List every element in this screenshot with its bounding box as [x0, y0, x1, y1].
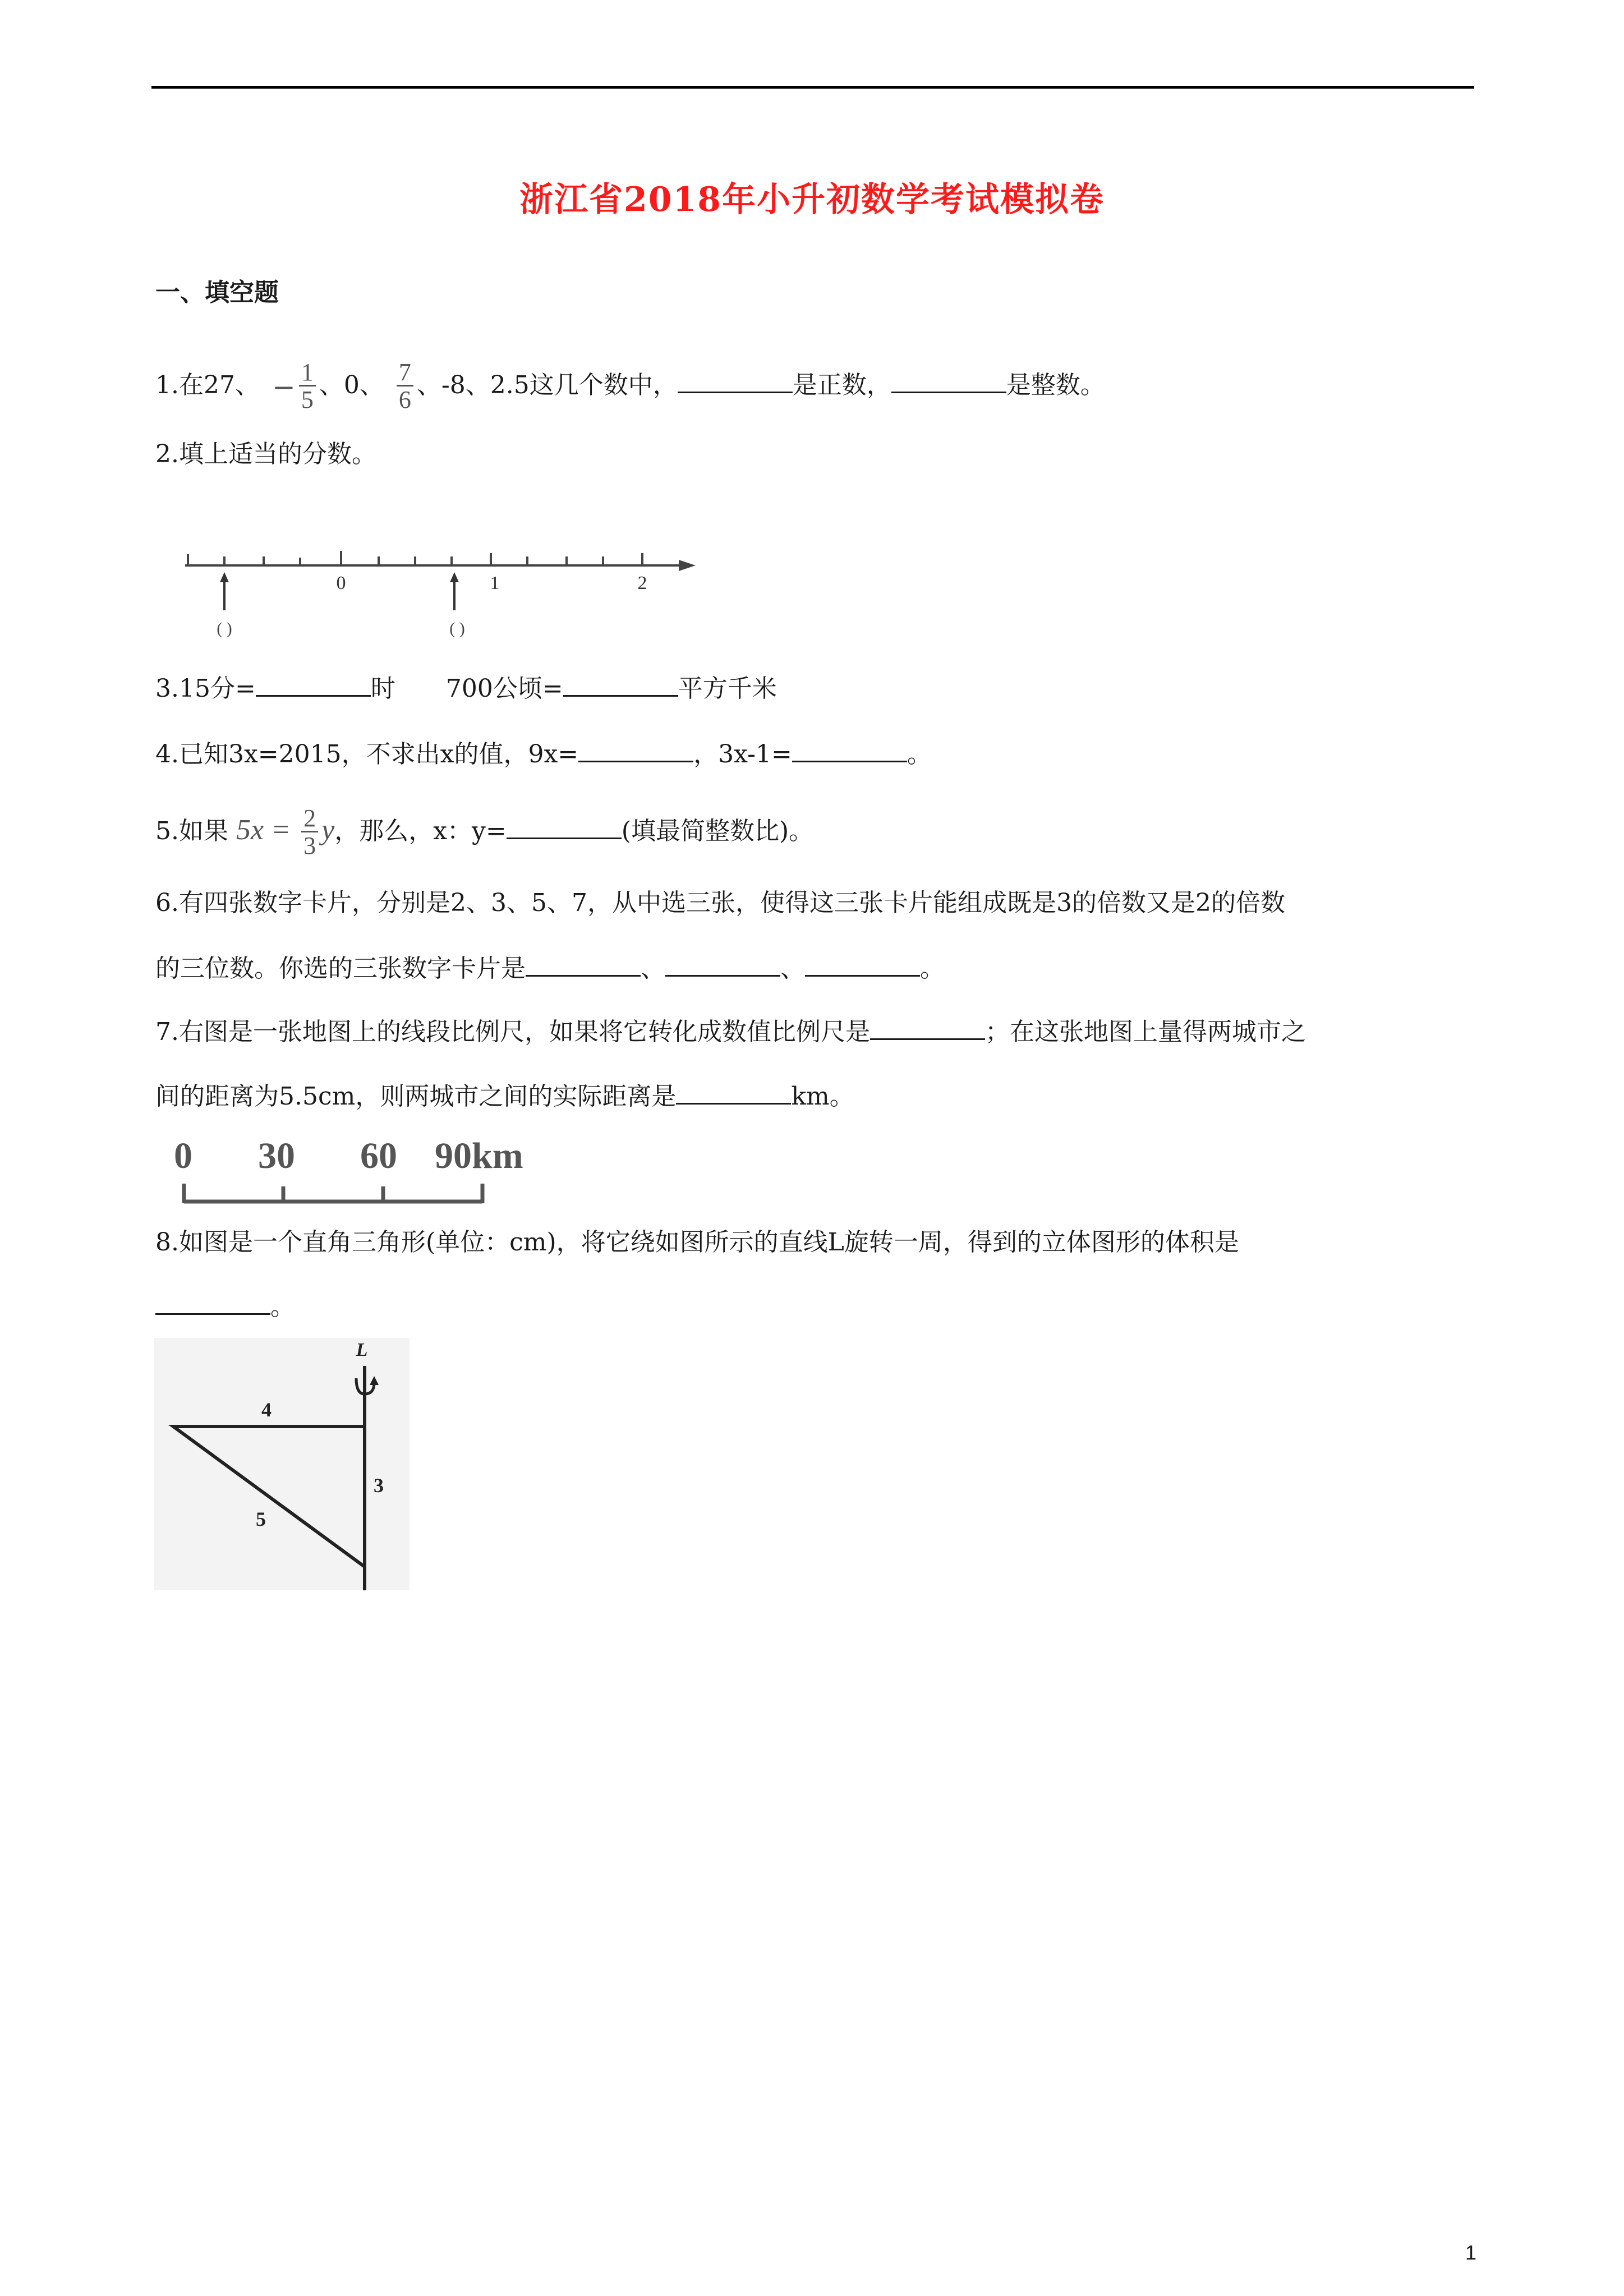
- question-6-line-1: 6.有四张数字卡片，分别是2、3、5、7，从中选三张，使得这三张卡片能组成既是3的倍数又是2的倍数: [155, 889, 1285, 917]
- q3-text-a: 3.15分=: [155, 674, 256, 703]
- q5-equation-left: 5x =: [236, 814, 298, 846]
- q4-text-c: 。: [907, 740, 932, 769]
- q5-equation-right: y: [321, 814, 335, 846]
- q3-text-b: 时: [370, 674, 395, 703]
- number-line-arrowhead: [679, 560, 696, 571]
- q7-text-b: ；在这张地图上量得两城市之: [984, 1018, 1306, 1046]
- number-line-figure: [174, 527, 701, 639]
- q6-text-end: 。: [920, 954, 945, 983]
- q6-separator-2: 、: [780, 954, 805, 983]
- q5-blank[interactable]: [507, 815, 622, 839]
- scale-label-0: 0: [174, 1135, 192, 1176]
- scale-label-60: 60: [360, 1135, 397, 1176]
- question-7-line-2: [155, 1080, 854, 1114]
- question-4: [155, 738, 932, 771]
- q7-blank-2[interactable]: [676, 1080, 791, 1105]
- q6-text-a: 的三位数。你选的三张数字卡片是: [155, 954, 526, 983]
- number-line-arrow-right: [450, 572, 459, 610]
- q1-fraction-2: [397, 360, 413, 413]
- number-line-label-0: 0: [336, 573, 346, 593]
- leg-label-3: 3: [374, 1474, 384, 1497]
- q7-text-c: 间的距离为5.5cm，则两城市之间的实际距离是: [155, 1082, 677, 1111]
- q1-frac1-numerator: 1: [299, 360, 316, 386]
- q4-text-a: 4.已知3x=2015，不求出x的值，9x=: [155, 740, 579, 769]
- number-line-label-2: 2: [637, 573, 647, 593]
- q4-blank-2[interactable]: [792, 738, 907, 762]
- page-number: 1: [1465, 2241, 1476, 2264]
- q6-blank-2[interactable]: [665, 953, 780, 977]
- number-line-label-1: 1: [490, 573, 500, 593]
- q5-frac-denominator: 3: [303, 832, 316, 859]
- question-8-line-1: 8.如图是一个直角三角形(单位：cm)，将它绕如图所示的直线L旋转一周，得到的立体图形的体积是: [155, 1228, 1239, 1257]
- q5-fraction: [301, 806, 318, 859]
- q3-text-d: 平方千米: [678, 674, 777, 703]
- question-8-line-2: [155, 1290, 295, 1324]
- q3-blank-2[interactable]: [563, 673, 678, 697]
- number-line-bracket-2[interactable]: ( ): [449, 619, 465, 638]
- q1-text-d: 是正数，: [792, 371, 891, 399]
- question-2: 2.填上适当的分数。: [155, 440, 376, 468]
- question-6-line-2: [155, 952, 945, 986]
- question-7-line-1: [155, 1015, 1306, 1049]
- scale-bar-line: [184, 1184, 482, 1203]
- page-title: 浙江省2018年小升初数学考试模拟卷: [519, 180, 1105, 219]
- q5-text-a: 5.如果: [155, 817, 236, 845]
- number-line-bracket-1[interactable]: ( ): [217, 619, 232, 638]
- q1-frac2-numerator: 7: [397, 360, 413, 386]
- axis-label-L: L: [356, 1340, 368, 1360]
- q1-fraction-1: [299, 360, 316, 413]
- question-1: [155, 360, 1105, 413]
- number-line-arrow-left: [220, 572, 229, 610]
- scale-label-90km: 90km: [435, 1135, 523, 1176]
- section-heading: 一、填空题: [155, 278, 279, 307]
- q7-text-a: 7.右图是一张地图上的线段比例尺，如果将它转化成数值比例尺是: [155, 1018, 870, 1046]
- q1-minus-sign: −: [272, 370, 296, 403]
- figure-background: [154, 1338, 410, 1590]
- question-5: [155, 806, 813, 859]
- q1-text-b: 、0、: [319, 371, 384, 399]
- q1-frac1-denominator: 5: [301, 386, 314, 413]
- q1-text-e: 是整数。: [1006, 371, 1105, 399]
- q1-blank-2[interactable]: [891, 369, 1006, 393]
- q3-blank-1[interactable]: [256, 673, 371, 697]
- q7-text-d: km。: [791, 1082, 854, 1111]
- triangle-rotation-figure: [154, 1338, 410, 1590]
- scale-bar-figure: [168, 1133, 550, 1217]
- q5-text-b: ，那么，x：y=: [334, 817, 507, 845]
- q8-text-end: 。: [270, 1292, 295, 1321]
- q4-blank-1[interactable]: [578, 738, 693, 762]
- header-rule: [151, 86, 1474, 89]
- scale-label-30: 30: [258, 1135, 295, 1176]
- q6-separator-1: 、: [641, 954, 665, 983]
- leg-label-4: 4: [261, 1398, 272, 1421]
- q8-blank[interactable]: [155, 1291, 270, 1315]
- q6-blank-1[interactable]: [526, 953, 641, 977]
- question-3: [155, 672, 777, 706]
- q3-text-c: 700公顷=: [445, 674, 563, 703]
- q1-blank-1[interactable]: [678, 369, 793, 393]
- q6-blank-3[interactable]: [805, 953, 920, 977]
- q1-frac2-denominator: 6: [398, 386, 411, 413]
- q1-text-c: 、-8、2.5这几个数中，: [416, 371, 678, 399]
- q4-text-b: ，3x-1=: [693, 740, 792, 769]
- q1-text-a: 1.在27、: [155, 371, 260, 399]
- q7-blank-1[interactable]: [870, 1016, 985, 1040]
- q5-frac-numerator: 2: [301, 806, 318, 832]
- hypotenuse-label-5: 5: [256, 1508, 266, 1530]
- q5-text-c: (填最简整数比)。: [621, 817, 814, 845]
